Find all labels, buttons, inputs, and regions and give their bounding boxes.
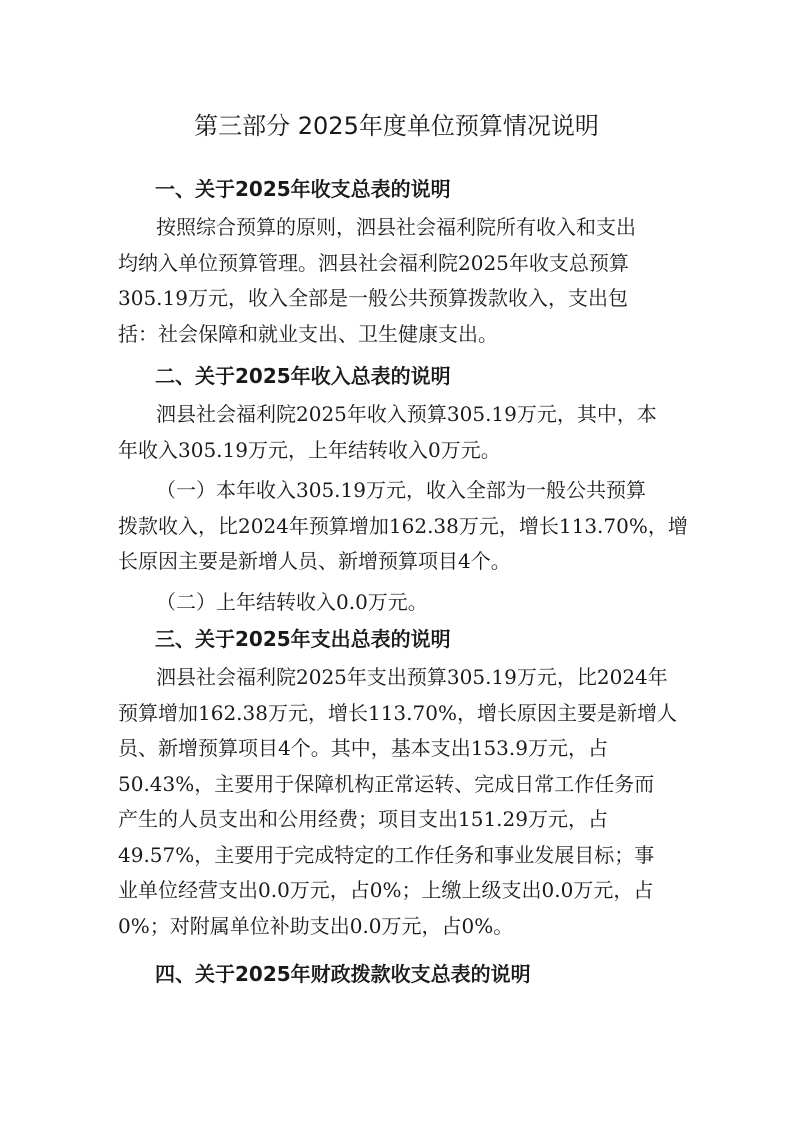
text-line: 按照综合预算的原则，泗县社会福利院所有收入和支出 [156,215,636,239]
section-2-paragraph-3 [118,585,678,621]
section-3-paragraph-1 [118,660,678,944]
text-line: 305.19万元，收入全部是一般公共预算拨款收入，支出包 [118,286,628,310]
section-heading-1: 一、关于2025年收支总表的说明 [155,177,451,201]
section-heading-2: 二、关于2025年收入总表的说明 [155,364,451,388]
text-line: （二）上年结转收入0.0万元。 [156,590,428,614]
section-2-paragraph-2 [118,473,688,580]
text-line: 员、新增预算项目4个。其中，基本支出153.9万元，占 [118,736,608,760]
text-line: 泗县社会福利院2025年支出预算305.19万元，比2024年 [156,665,668,689]
page-title: 第三部分 2025年度单位预算情况说明 [194,112,599,140]
section-heading-3: 三、关于2025年支出总表的说明 [155,627,451,651]
text-line: 业单位经营支出0.0万元，占0%；上缴上级支出0.0万元，占 [118,878,654,902]
section-heading-4: 四、关于2025年财政拨款收支总表的说明 [155,962,531,986]
text-line: 泗县社会福利院2025年收入预算305.19万元，其中，本 [156,402,657,426]
text-line: 括：社会保障和就业支出、卫生健康支出。 [118,321,498,346]
text-line: 预算增加162.38万元，增长113.70%，增长原因主要是新增人 [118,700,677,725]
text-line: 拨款收入，比2024年预算增加162.38万元，增长113.70%，增 [118,513,688,538]
text-line: （一）本年收入305.19万元，收入全部为一般公共预算 [156,478,646,502]
text-line: 产生的人员支出和公用经费；项目支出151.29万元，占 [118,807,608,831]
text-line: 0%；对附属单位补助支出0.0万元，占0%。 [118,913,514,938]
text-line: 均纳入单位预算管理。泗县社会福利院2025年收支总预算 [118,250,629,275]
section-1-paragraph-1 [118,210,678,352]
text-line: 年收入305.19万元，上年结转收入0万元。 [118,437,501,462]
text-line: 50.43%，主要用于保障机构正常运转、完成日常工作任务而 [118,771,655,796]
text-line: 长原因主要是新增人员、新增预算项目4个。 [118,549,511,573]
section-2-paragraph-1 [118,397,678,468]
text-line: 49.57%，主要用于完成特定的工作任务和事业发展目标；事 [118,842,655,867]
